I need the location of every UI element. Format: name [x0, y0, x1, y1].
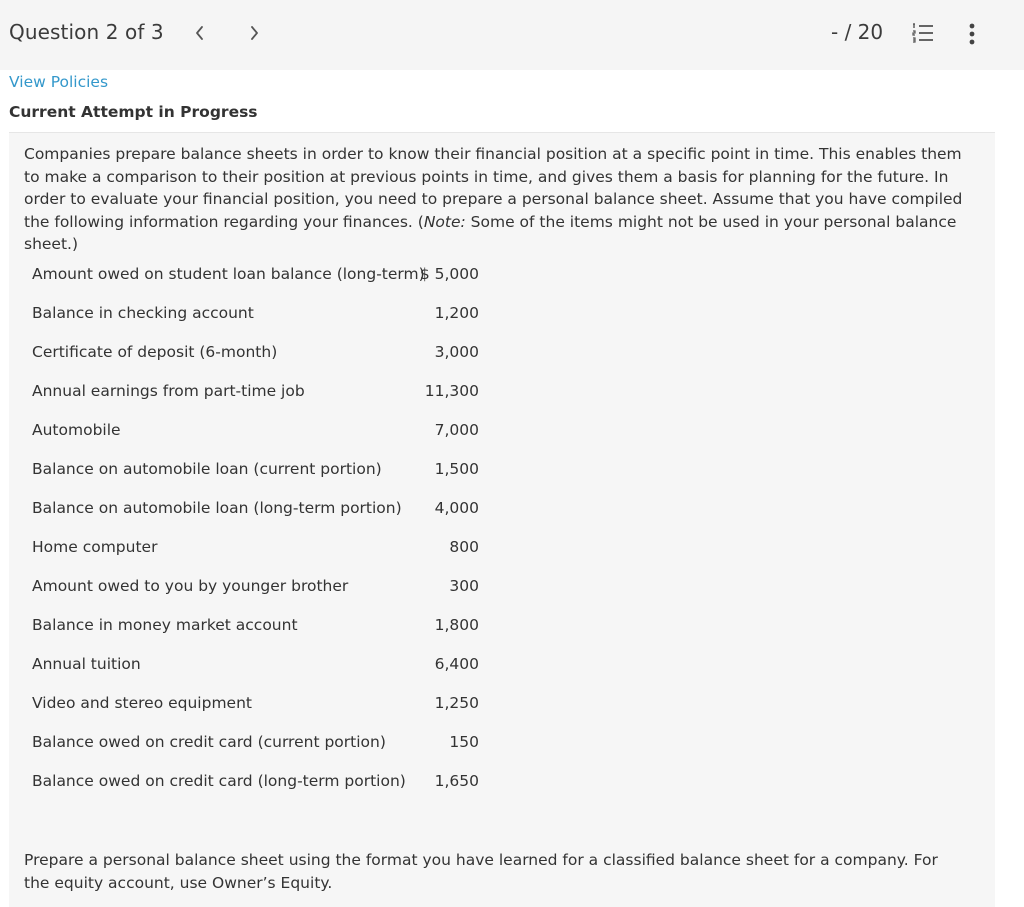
- previous-question-button[interactable]: [185, 16, 215, 50]
- question-instructions: Prepare a personal balance sheet using the format you have learned for a classified balance sheet for a company. For the equity account, use Owner’s Equity.: [24, 851, 938, 892]
- question-header: [0, 0, 1024, 70]
- next-question-button[interactable]: [239, 16, 269, 50]
- table-row: [32, 762, 492, 801]
- item-value: 1,250: [434, 694, 479, 712]
- item-label: Certificate of deposit (6-month): [32, 343, 278, 361]
- table-row: [32, 333, 492, 372]
- chevron-left-icon: [194, 25, 206, 41]
- attempt-status: Current Attempt in Progress: [9, 103, 258, 121]
- item-label: Amount owed on student loan balance (long-term): [32, 265, 425, 283]
- item-label: Balance in checking account: [32, 304, 254, 322]
- item-value: 150: [449, 733, 479, 751]
- item-value: 3,000: [434, 343, 479, 361]
- item-label: Annual tuition: [32, 655, 141, 673]
- item-label: Balance owed on credit card (current portion): [32, 733, 386, 751]
- item-value: 300: [449, 577, 479, 595]
- item-value: 7,000: [434, 421, 479, 439]
- table-row: [32, 684, 492, 723]
- table-row: [32, 411, 492, 450]
- vertical-ellipsis-icon: [962, 20, 982, 48]
- table-row: [32, 255, 492, 294]
- item-value: 11,300: [424, 382, 479, 400]
- note-label: Note:: [423, 212, 466, 231]
- question-list-button[interactable]: [911, 22, 935, 44]
- table-row: [32, 528, 492, 567]
- finance-items-table: [32, 255, 492, 801]
- item-label: Annual earnings from part-time job: [32, 382, 305, 400]
- item-label: Balance owed on credit card (long-term portion): [32, 772, 406, 790]
- chevron-right-icon: [248, 25, 260, 41]
- question-counter: Question 2 of 3: [9, 20, 164, 44]
- intro-text-part1: Companies prepare balance sheets in order to know their financial position at a specific point in time. This enables them to make a comparison to their position at previous points in time, and gives them a basis for planning for the future. In order to evaluate your financial position, you need to prepare a personal balance sheet. Assume that you have compiled the following information regarding your finances. (: [24, 145, 963, 231]
- item-label: Video and stereo equipment: [32, 694, 252, 712]
- item-value: 1,200: [434, 304, 479, 322]
- table-row: [32, 567, 492, 606]
- item-value: 1,650: [434, 772, 479, 790]
- item-value: $ 5,000: [419, 265, 479, 283]
- table-row: [32, 645, 492, 684]
- item-label: Balance on automobile loan (long-term portion): [32, 499, 402, 517]
- table-row: [32, 372, 492, 411]
- view-policies-link[interactable]: View Policies: [9, 73, 109, 91]
- table-row: [32, 723, 492, 762]
- item-label: Automobile: [32, 421, 121, 439]
- item-label: Balance on automobile loan (current portion): [32, 460, 382, 478]
- question-intro: [24, 143, 974, 256]
- item-label: Balance in money market account: [32, 616, 298, 634]
- table-row: [32, 606, 492, 645]
- item-value: 1,800: [434, 616, 479, 634]
- item-label: Home computer: [32, 538, 158, 556]
- table-row: [32, 489, 492, 528]
- table-row: [32, 450, 492, 489]
- more-options-button[interactable]: [962, 20, 982, 48]
- item-value: 6,400: [434, 655, 479, 673]
- numbered-list-icon: [911, 22, 935, 44]
- table-row: [32, 294, 492, 333]
- item-value: 800: [449, 538, 479, 556]
- item-value: 4,000: [434, 499, 479, 517]
- intro-text-part2: Some of the items might not be used in your personal balance sheet.): [24, 212, 957, 253]
- question-score: - / 20: [831, 20, 884, 44]
- item-label: Amount owed to you by younger brother: [32, 577, 349, 595]
- item-value: 1,500: [434, 460, 479, 478]
